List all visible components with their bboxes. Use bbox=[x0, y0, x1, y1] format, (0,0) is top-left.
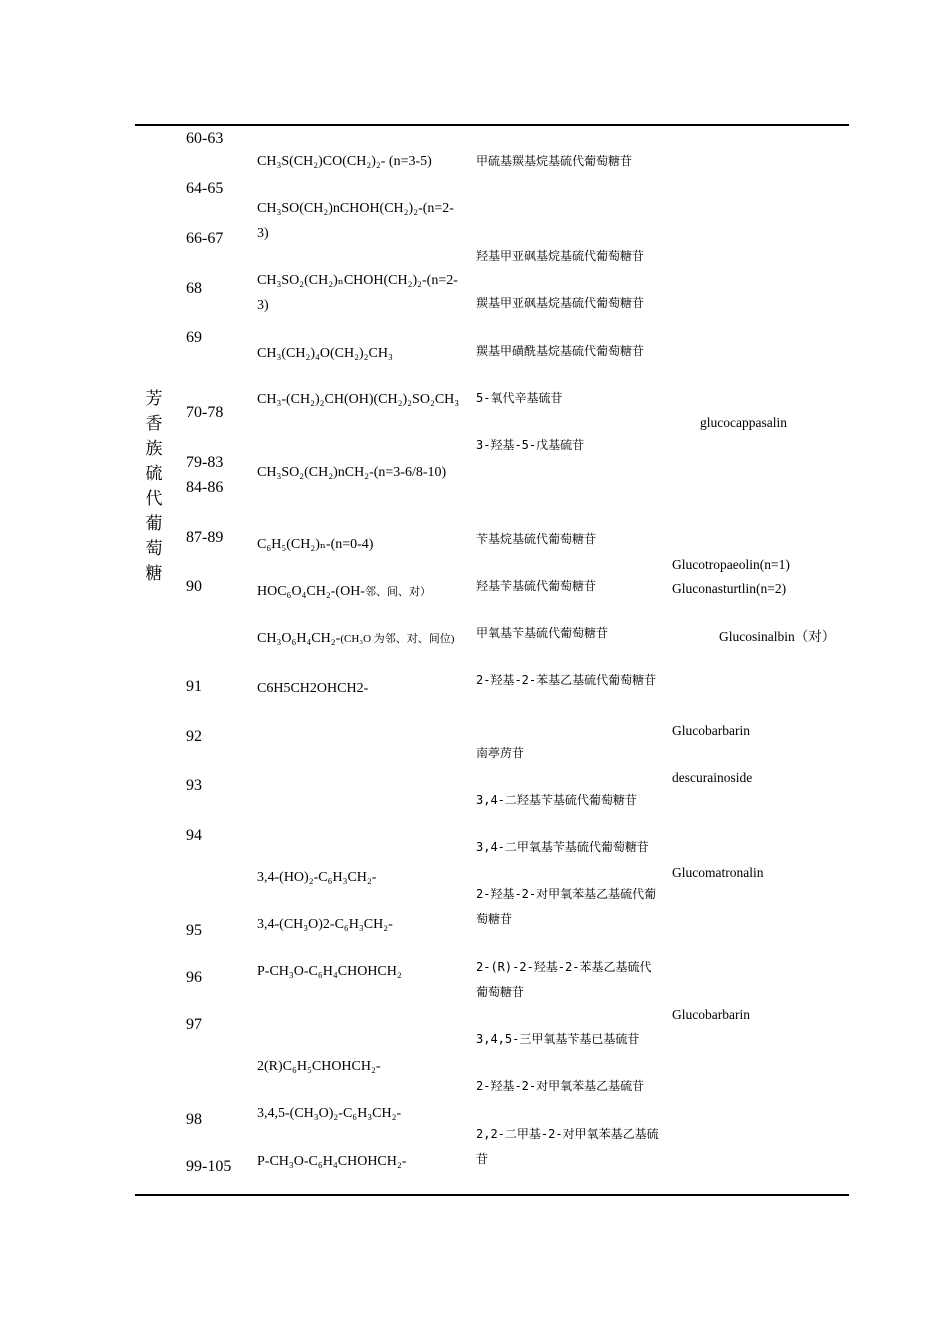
formula: 3,4-(CH₃O)2-C₆H₃CH₂- bbox=[257, 917, 393, 932]
formula: CH₃(CH₂)₄O(CH₂)₂CH₃ bbox=[257, 346, 393, 361]
row-number: 92 bbox=[186, 728, 202, 745]
row-number: 79-83 bbox=[186, 454, 224, 471]
row-number: 84-86 bbox=[186, 479, 224, 496]
formula: 2(R)C₆H₅CHOHCH₂- bbox=[257, 1059, 381, 1074]
formula: 3,4-(HO)₂-C₆H₃CH₂- bbox=[257, 870, 377, 885]
formula: CH₃-(CH₂)₂CH(OH)(CH₂)₂SO₂CH₃ bbox=[257, 392, 460, 407]
formula bbox=[257, 626, 457, 652]
english-name: Glucotropaeolin(n=1) bbox=[672, 557, 790, 572]
row-number: 93 bbox=[186, 777, 202, 794]
row-number: 91 bbox=[186, 678, 202, 695]
row-number: 94 bbox=[186, 827, 202, 844]
chinese-name: 2-羟基-2-对甲氧苯基乙基硫代葡萄糖苷 bbox=[476, 887, 657, 926]
formula: P-CH₃O-C₆H₄CHOHCH₂- bbox=[257, 1154, 407, 1169]
english-name: descurainoside bbox=[672, 770, 753, 785]
chinese-name: 2,2-二甲基-2-对甲氧苯基乙基硫苷 bbox=[476, 1127, 659, 1166]
formula bbox=[257, 579, 472, 605]
category-label: 芳香族硫代葡萄糖 bbox=[145, 389, 163, 583]
formula: CH₃SO(CH₂)nCHOH(CH₂)₂-(n=2-3) bbox=[257, 201, 454, 241]
row-number: 90 bbox=[186, 578, 202, 595]
chinese-name: 3,4,5-三甲氧基苄基已基硫苷 bbox=[476, 1032, 640, 1046]
row-number: 95 bbox=[186, 922, 202, 939]
formula: 3,4,5-(CH₃O)₂-C₆H₃CH₂- bbox=[257, 1106, 402, 1121]
formula-main: HOC₆O₄CH₂-(OH- bbox=[257, 584, 365, 599]
english-name: glucocappasalin bbox=[700, 415, 787, 430]
row-number: 97 bbox=[186, 1016, 202, 1033]
row-number: 98 bbox=[186, 1111, 202, 1128]
row-number: 70-78 bbox=[186, 404, 224, 421]
chinese-name: 甲氧基苄基硫代葡萄糖苷 bbox=[476, 626, 609, 640]
formula: CH₃S(CH₂)CO(CH₂)₂- (n=3-5) bbox=[257, 154, 432, 169]
chinese-name: 苄基烷基硫代葡萄糖苷 bbox=[476, 532, 597, 546]
formula: P-CH₃O-C₆H₄CHOHCH₂ bbox=[257, 964, 402, 979]
row-number: 60-63 bbox=[186, 130, 224, 147]
chinese-name: 3,4-二甲氧基苄基硫代葡萄糖苷 bbox=[476, 840, 649, 854]
chinese-name: 5-氧代辛基硫苷 bbox=[476, 391, 563, 405]
formula: CH₃SO₂(CH₂)nCH₂-(n=3-6/8-10) bbox=[257, 465, 447, 480]
row-number: 64-65 bbox=[186, 180, 224, 197]
formula: CH₃SO₂(CH₂)ₙCHOH(CH₂)₂-(n=2-3) bbox=[257, 273, 458, 313]
formula-main: CH₃O₆H₄CH₂- bbox=[257, 631, 341, 646]
formula: C6H5CH2OHCH2- bbox=[257, 681, 369, 696]
chinese-name: 羰基甲亚砜基烷基硫代葡萄糖苷 bbox=[476, 296, 645, 310]
row-number: 69 bbox=[186, 329, 202, 346]
row-number: 68 bbox=[186, 280, 202, 297]
english-name: Glucomatronalin bbox=[672, 865, 764, 880]
chinese-name: 2-羟基-2-对甲氧苯基乙基硫苷 bbox=[476, 1079, 645, 1093]
chinese-name: 3,4-二羟基苄基硫代葡萄糖苷 bbox=[476, 793, 637, 807]
chinese-name: 甲硫基羰基烷基硫代葡萄糖苷 bbox=[476, 154, 633, 168]
english-name: Glucosinalbin（对） bbox=[719, 629, 836, 644]
row-number: 96 bbox=[186, 969, 202, 986]
chinese-name: 2-(R)-2-羟基-2-苯基乙基硫代葡萄糖苷 bbox=[476, 960, 652, 999]
formula: C₆H₅(CH₂)ₙ-(n=0-4) bbox=[257, 537, 374, 552]
chinese-name: 南葶苈苷 bbox=[476, 746, 525, 760]
formula-note: (CH₃O 为邻、对、间位) bbox=[340, 633, 455, 645]
row-number: 66-67 bbox=[186, 230, 224, 247]
english-name: Glucobarbarin bbox=[672, 723, 750, 738]
row-number: 87-89 bbox=[186, 529, 224, 546]
table-top-rule bbox=[135, 124, 849, 126]
chinese-name: 2-羟基-2-苯基乙基硫代葡萄糖苷 bbox=[476, 673, 657, 687]
chinese-name: 羰基甲磺酰基烷基硫代葡萄糖苷 bbox=[476, 344, 645, 358]
table-bottom-rule bbox=[135, 1194, 849, 1196]
formula-note: 邻、间、对） bbox=[364, 586, 431, 598]
english-name: Glucobarbarin bbox=[672, 1007, 750, 1022]
chinese-name: 羟基甲亚砜基烷基硫代葡萄糖苷 bbox=[476, 249, 645, 263]
chinese-name: 3-羟基-5-戊基硫苷 bbox=[476, 438, 585, 452]
english-name: Gluconasturtlin(n=2) bbox=[672, 581, 787, 596]
chinese-name: 羟基苄基硫代葡萄糖苷 bbox=[476, 579, 597, 593]
row-number: 99-105 bbox=[186, 1158, 232, 1175]
